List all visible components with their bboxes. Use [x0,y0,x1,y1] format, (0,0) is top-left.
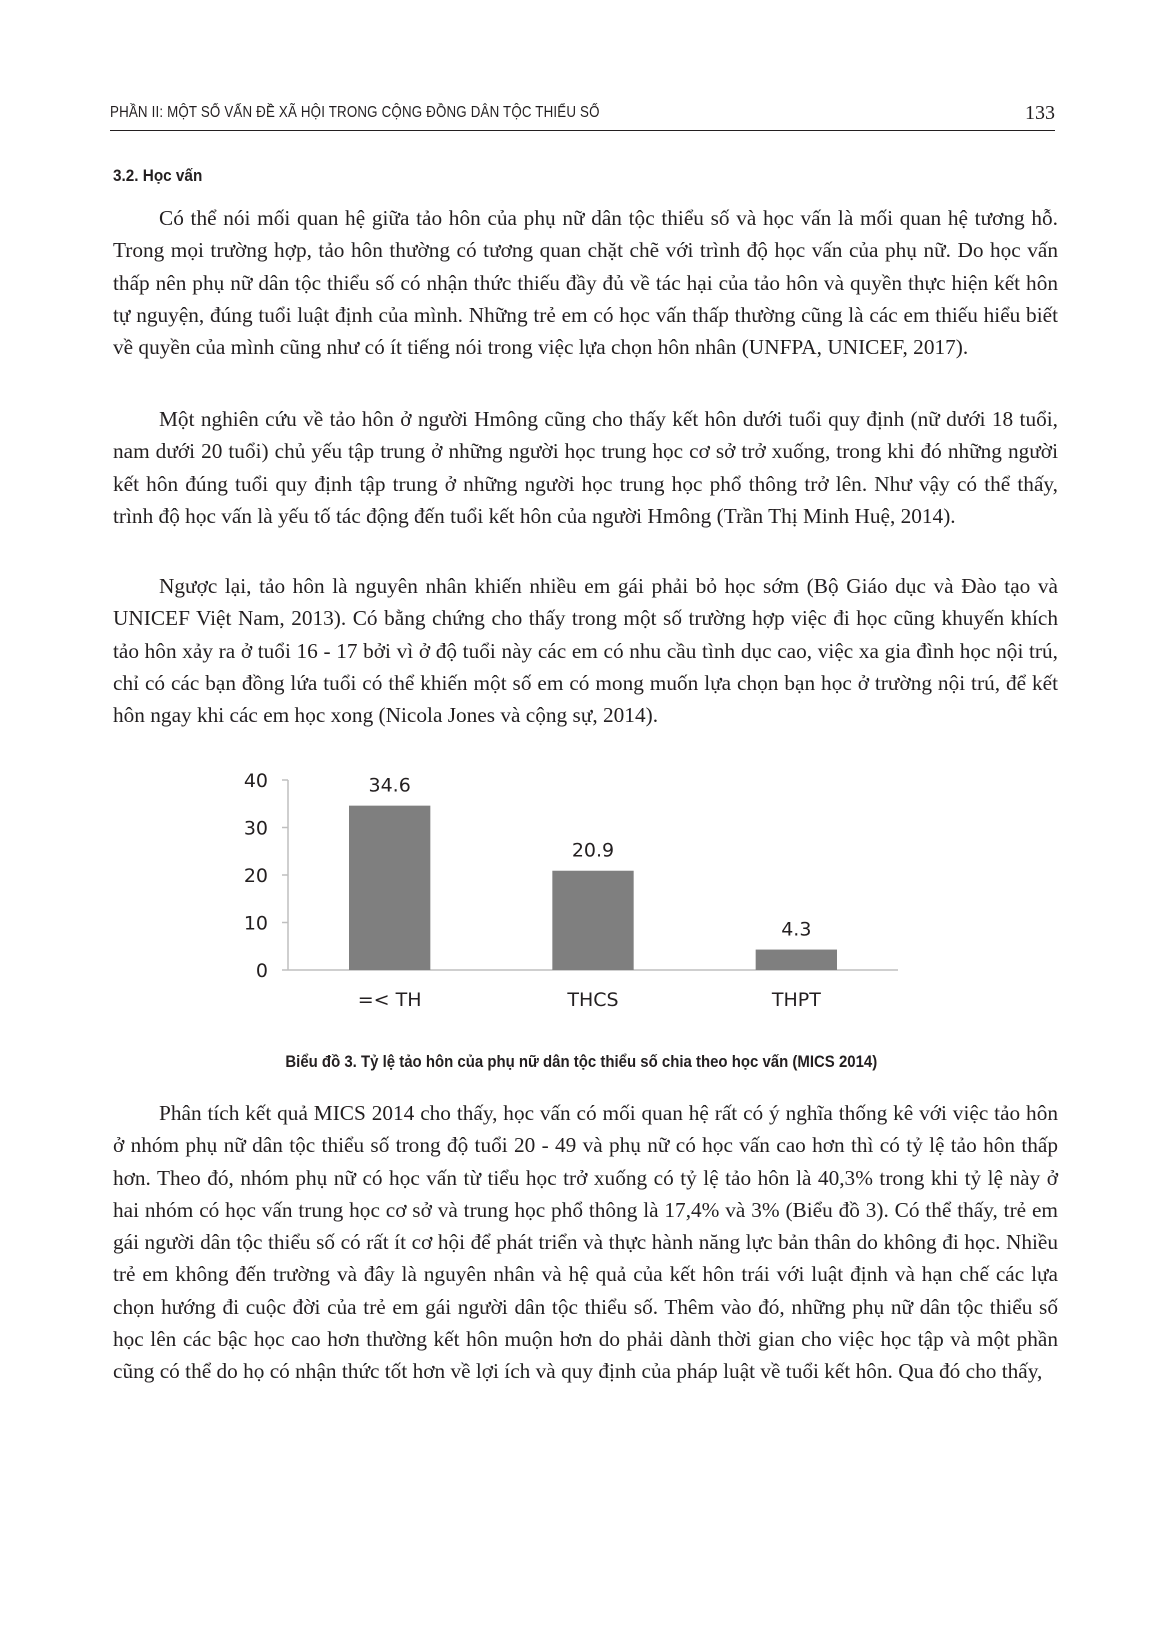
y-tick-label: 30 [243,817,268,840]
y-tick-label: 20 [243,865,268,887]
y-tick-label: 40 [243,770,268,792]
bar-value-label: 34.6 [368,774,411,797]
running-header [110,100,1055,131]
bar-value-label: 4.3 [781,918,812,941]
running-title: PHẦN II: MỘT SỐ VẤN ĐỀ XÃ HỘI TRONG CỘNG ĐỒNG DÂN TỘC THIỂU SỐ [110,104,600,121]
bar-chart-svg [230,760,930,1030]
y-tick-label: 10 [243,912,268,935]
x-category-label: THPT [771,989,821,1011]
bar [756,950,837,970]
bar-chart [230,760,930,1030]
x-category-label: THCS [567,989,619,1011]
x-category-label: =< TH [357,989,422,1011]
paragraph-4: Phân tích kết quả MICS 2014 cho thấy, học vấn có mối quan hệ rất có ý nghĩa thống kê với việc tảo hôn ở nhóm phụ nữ dân tộc thiểu số trong độ tuổi 20 - 49 và phụ nữ có học vấn cao hơn thì có tỷ lệ tảo hôn thấp hơn. Theo đó, nhóm phụ nữ có học vấn từ tiểu học trở xuống có tỷ lệ tảo hôn là 40,3% trong khi tỷ lệ này ở hai nhóm có học vấn trung học cơ sở và trung học phổ thông là 17,4% và 3% (Biểu đồ 3). Có thể thấy, trẻ em gái người dân tộc thiểu số có rất ít cơ hội để phát triển và thực hành năng lực bản thân do không đi học. Nhiều trẻ em không đến trường và đây là nguyên nhân và hệ quả của kết hôn trái với luật định và hạn chế các lựa chọn hướng đi cuộc đời của trẻ em gái người dân tộc thiểu số. Thêm vào đó, những phụ nữ dân tộc thiểu số học lên các bậc học cao hơn thường kết hôn muộn hơn do phải dành thời gian cho việc học tập và một phần cũng có thể do họ có nhận thức tốt hơn về lợi ích và quy định của pháp luật về tuổi kết hôn. Qua đó cho thấy, [113,1101,1058,1384]
paragraph-3: Ngược lại, tảo hôn là nguyên nhân khiến nhiều em gái phải bỏ học sớm (Bộ Giáo dục và Đào tạo và UNICEF Việt Nam, 2013). Có bằng chứng cho thấy trong một số trường hợp việc đi học cũng khuyến khích tảo hôn xảy ra ở tuổi 16 - 17 bởi vì ở độ tuổi này các em có nhu cầu tình dục cao, việc xa gia đình học nội trú, chỉ có các bạn đồng lứa tuổi có thể khiến một số em có mong muốn lựa chọn bạn học ở trường nội trú, để kết hôn ngay khi các em học xong (Nicola Jones và cộng sự, 2014). [113,574,1058,728]
bar-value-label: 20.9 [571,839,615,862]
y-tick-label: 0 [255,960,268,982]
section-heading: 3.2. Học vấn [113,166,203,185]
figure-caption-text: Biểu đồ 3. Tỷ lệ tảo hôn của phụ nữ dân tộc thiểu số chia theo học vấn (MICS 2014) [285,1052,877,1071]
bar [349,806,430,970]
page-number: 133 [1025,102,1055,124]
bar [552,871,633,970]
figure-caption [0,1052,1162,1072]
paragraph-1: Có thể nói mối quan hệ giữa tảo hôn của phụ nữ dân tộc thiểu số và học vấn là mối quan hệ tương hỗ. Trong mọi trường hợp, tảo hôn thường có tương quan chặt chẽ với trình độ học vấn của phụ nữ. Do học vấn thấp nên phụ nữ dân tộc thiểu số có nhận thức thiếu đầy đủ về tác hại của tảo hôn và quyền thực hiện kết hôn tự nguyện, đúng tuổi luật định của mình. Những trẻ em có học vấn thấp thường cũng là các em thiếu hiểu biết về quyền của mình cũng như có ít tiếng nói trong việc lựa chọn hôn nhân (UNFPA, UNICEF, 2017). [113,206,1058,360]
paragraph-2: Một nghiên cứu về tảo hôn ở người Hmông cũng cho thấy kết hôn dưới tuổi quy định (nữ dưới 18 tuổi, nam dưới 20 tuổi) chủ yếu tập trung ở những người học trung học cơ sở trở xuống, trong khi đó những người kết hôn đúng tuổi quy định tập trung ở những người học trung học phổ thông trở lên. Như vậy có thể thấy, trình độ học vấn là yếu tố tác động đến tuổi kết hôn của người Hmông (Trần Thị Minh Huệ, 2014). [113,407,1058,528]
